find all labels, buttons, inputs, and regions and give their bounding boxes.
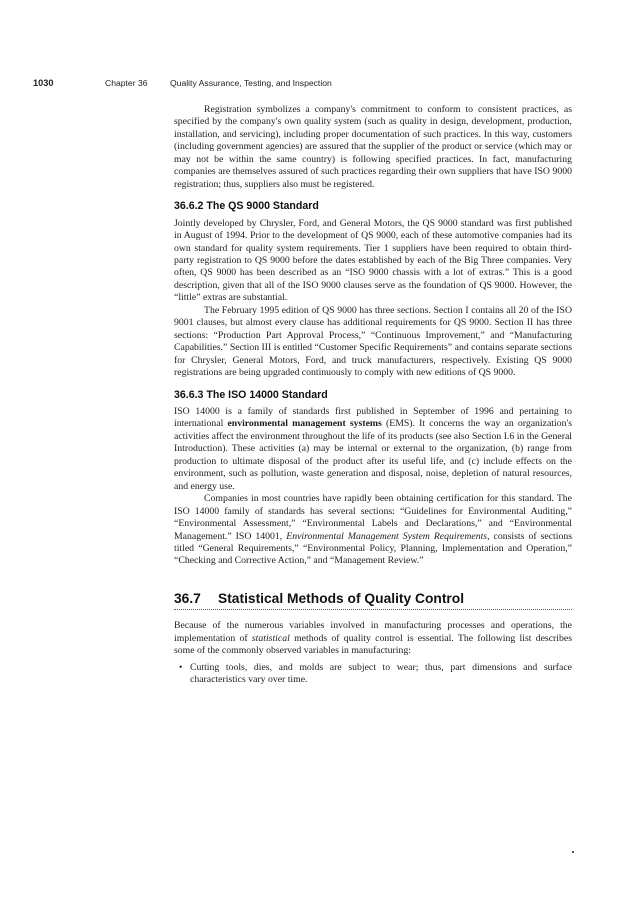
qs9000-paragraph-2: The February 1995 edition of QS 9000 has three sections. Section I contains all 20 of the ISO 9001 clauses, but almost every clause has additional requirements for QS 9000. Section II has three sections: “Production Part Approval Process,” “Continuous Improvement,” and “Manufacturing Capabilities.” Section III is entitled “Customer Specific Requirements” and contains separate sections for Chrysler, General Motors, Ford, and truck manufacturers, respectively. Existing QS 9000 registrations are being upgraded continuously to comply with new editions of QS 9000. (174, 304, 572, 379)
section-divider (174, 609, 572, 610)
section-number: 36.7 (174, 590, 201, 606)
statistical-methods-paragraph: Because of the numerous variables involved in manufacturing processes and operations, the implementation of statistical methods of quality control is essential. The following list describes some of the commonly observed variables in manufacturing: (174, 620, 572, 657)
iso14000-paragraph-1: ISO 14000 is a family of standards first published in September of 1996 and pertaining to international environmental management systems (EMS). It concerns the way an organization's activities affect the environment throughout the life of its products (see also Section I.6 in the General Introduction). These activities (a) may be internal or external to the organization, (b) range from production to ultimate disposal of the product after its useful life, and (c) include effects on the environment, such as pollution, waste generation and disposal, noise, depletion of natural resources, and energy use. (174, 405, 573, 492)
statistical-term: statistical (251, 632, 290, 644)
body-text (174, 104, 572, 687)
section-heading-qs9000: 36.6.2 The QS 9000 Standard (174, 200, 319, 213)
section-heading-statistical-methods (174, 590, 572, 606)
section-heading-iso14000: 36.6.3 The ISO 14000 Standard (174, 388, 328, 401)
bullet-icon: • (179, 661, 183, 673)
list-item (174, 662, 572, 687)
intro-paragraph: Registration symbolizes a company's commitment to conform to consistent practices, as specified by the company's own quality system (such as quality in design, development, production, installation, and servicing), including proper documentation of such practices. In this way, customers (including government agencies) are assured that the supplier of the product or service (which may or may not be within the same country) is following specified practices. In fact, manufacturing companies are themselves assured of such practices regarding their own suppliers that have ISO 9000 registration; thus, suppliers also must be registered. (174, 104, 572, 190)
running-header (33, 78, 596, 92)
list-item-text: Cutting tools, dies, and molds are subject to wear; thus, part dimensions and surface characteristics vary over time. (190, 661, 572, 686)
section-title: Statistical Methods of Quality Control (218, 590, 465, 606)
chapter-label: Chapter 36 (105, 78, 148, 88)
ems-term: environmental management systems (227, 418, 382, 430)
ems-requirements-title: Environmental Management System Requirements (286, 530, 488, 542)
page-number: 1030 (33, 78, 54, 88)
scan-mark (572, 851, 574, 853)
qs9000-paragraph-1: Jointly developed by Chrysler, Ford, and General Motors, the QS 9000 standard was first published in August of 1994. Prior to the development of QS 9000, each of these automotive companies had its own standard for quality system requirements. Tier 1 suppliers have been required to obtain third-party registration to QS 9000 before the dates established by each of the Big Three companies. Very often, QS 9000 has been described as an “ISO 9000 chassis with a lot of extras.” This is a good description, given that all of the ISO 9000 clauses serve as the foundation of QS 9000. However, the “little” extras are substantial. (174, 217, 572, 304)
iso14000-paragraph-2: Companies in most countries have rapidly been obtaining certification for this standard. The ISO 14000 family of standards has several sections: “Guidelines for Environmental Auditing,” “Environmental Assessment,” “Environmental Labels and Declarations,” and “Environmental Management.” ISO 14001, Environmental Management System Requirements, consists of sections titled “General Requirements,” “Environmental Policy, Planning, Implementation and Operation,” “Checking and Corrective Action,” and “Management Review.” (174, 493, 572, 567)
chapter-title: Quality Assurance, Testing, and Inspection (170, 78, 332, 88)
